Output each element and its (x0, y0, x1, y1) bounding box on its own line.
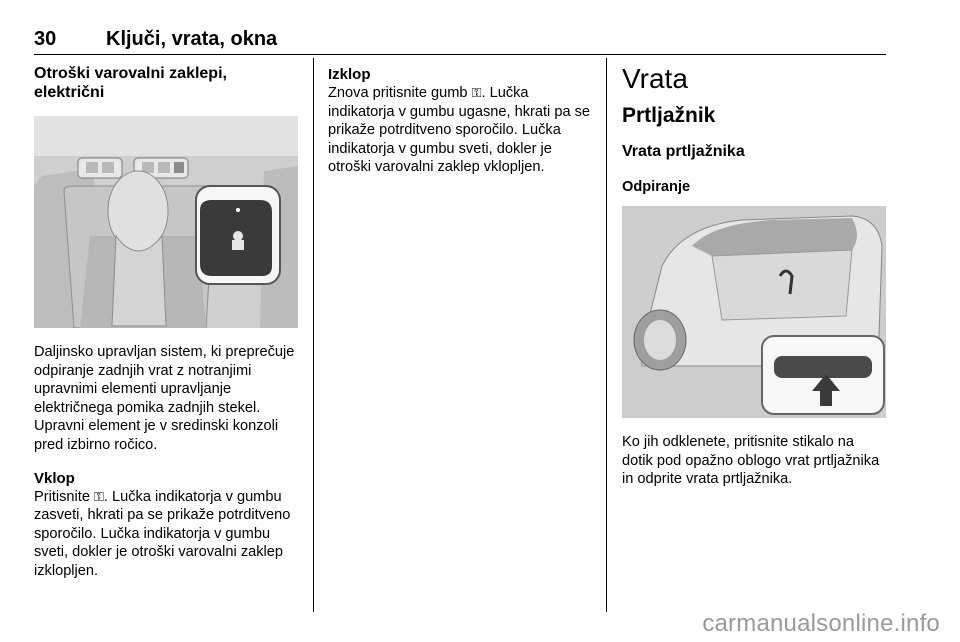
subsection-title: Vrata prtljažnika (622, 143, 745, 160)
left-column (34, 64, 300, 581)
heading-on: Vklop (34, 469, 75, 487)
section-title: Prtljažnik (622, 104, 716, 127)
column-divider-1 (313, 58, 314, 612)
header-rule (34, 54, 886, 55)
middle-column (328, 66, 594, 177)
child-lock-description: Daljinsko upravljan sistem, ki preprečuje odpiranje zadnjih vrat z notranjimi upravnimi elementi upravljanje električnega pomika zadnjih stekel. Upravni element je v sredinski konzoli pred izbirno ročico. (34, 344, 295, 453)
off-text-pre: Znova pritisnite gumb (328, 85, 472, 101)
child-lock-switch-illustration (34, 116, 298, 328)
page-number: 30 (34, 28, 57, 50)
right-column (622, 64, 888, 489)
heading-off: Izklop (328, 66, 371, 83)
running-title: Ključi, vrata, okna (106, 28, 278, 50)
on-text-post: . Lučka indikatorja v gumbu zasveti, hkrati pa se prikaže potrditveno sporočilo. Lučka indikatorja v gumbu sveti, dokler je otroški varovalni zaklep izklopljen. (34, 488, 291, 579)
section-heading-child-locks: Otroški varovalni zaklepi, električni (34, 65, 227, 101)
chapter-title: Vrata (622, 63, 688, 94)
on-instruction (34, 488, 300, 581)
page-header (34, 28, 886, 52)
watermark: carmanualsonline.info (702, 610, 940, 637)
child-lock-button-icon: ⚿ (471, 85, 482, 100)
tailgate-opening-text: Ko jih odklenete, pritisnite stikalo na dotik pod opažno oblogo vrat prtljažnika in odprite vrata prtljažnika. (622, 434, 880, 488)
tailgate-release-illustration (622, 206, 886, 418)
off-text-post: . Lučka indikatorja v gumbu ugasne, hkrati pa se prikaže potrditveno sporočilo. Lučka indikatorja v gumbu sveti, dokler je otroški varovalni zaklep vklopljen. (328, 85, 591, 176)
column-divider-2 (606, 58, 607, 612)
off-instruction (328, 84, 594, 177)
child-lock-button-icon: ⚿ (94, 488, 104, 504)
subsubsection-title: Odpiranje (622, 179, 691, 195)
on-text-pre: Pritisnite (34, 488, 95, 505)
